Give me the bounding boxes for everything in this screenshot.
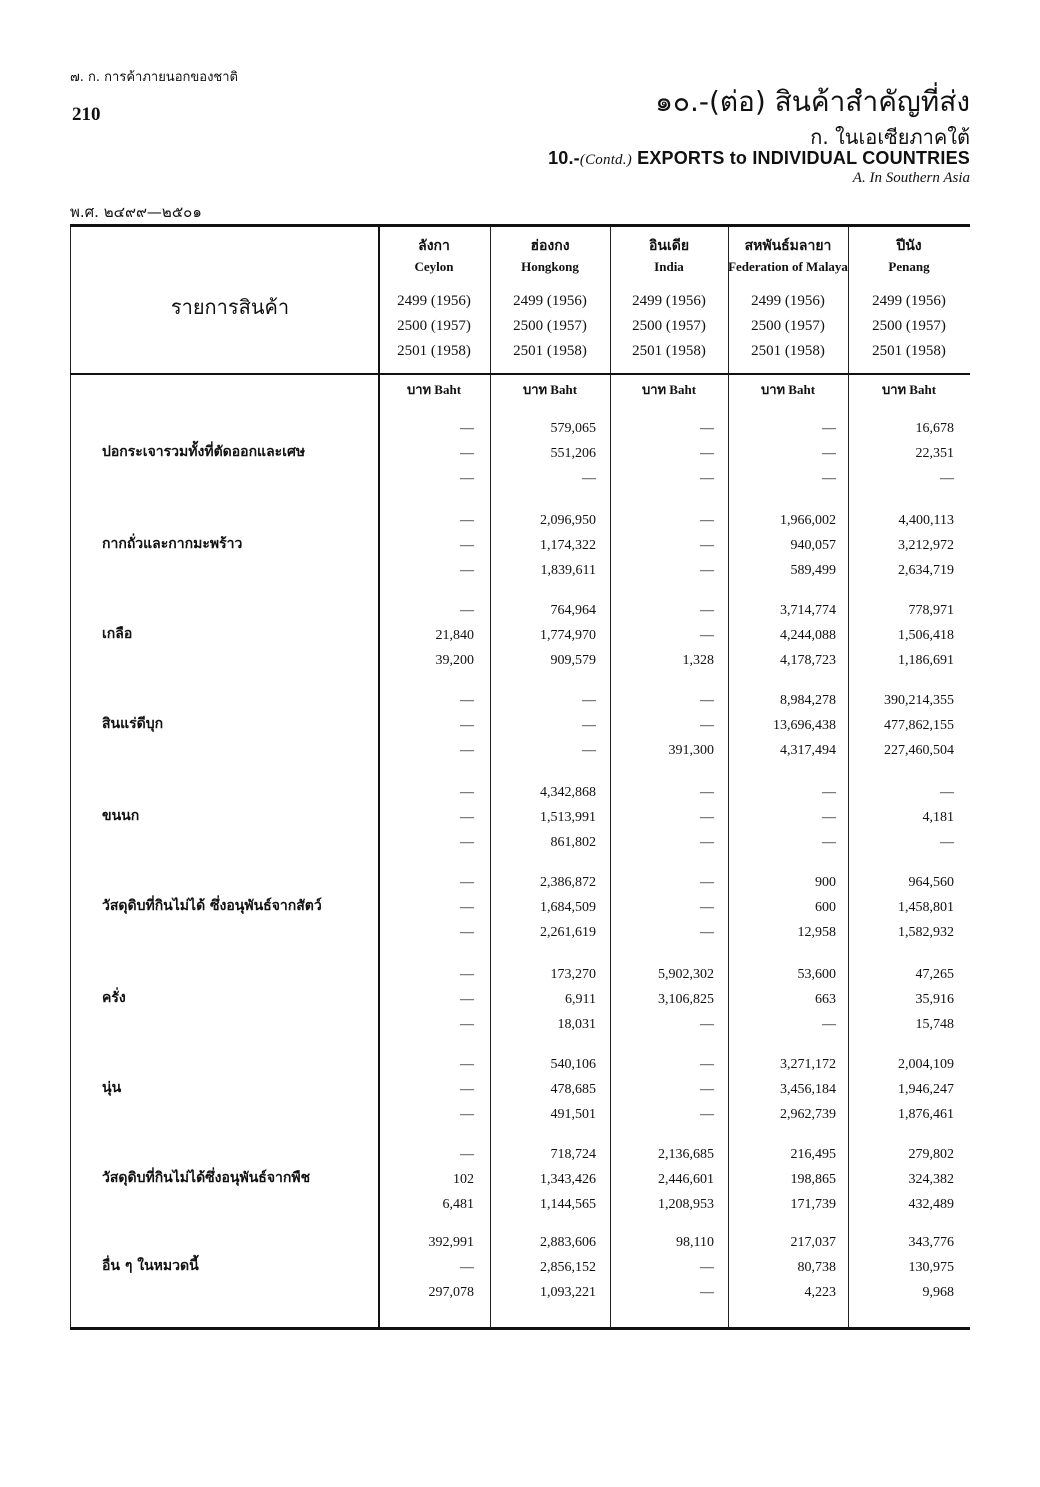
table-cell: 5,902,302	[658, 967, 714, 982]
table-cell: —	[460, 992, 474, 1007]
column-header-thai: อินเดีย	[648, 238, 690, 254]
table-cell: —	[700, 513, 714, 528]
table-cell: 2,096,950	[540, 513, 596, 528]
table-cell: —	[460, 967, 474, 982]
table-cell: 216,495	[790, 1147, 836, 1162]
table-cell: 171,739	[790, 1197, 836, 1212]
table-cell: 491,501	[550, 1107, 596, 1122]
table-cell: —	[822, 446, 836, 461]
table-cell: 1,174,322	[540, 538, 596, 553]
table-cell: 4,317,494	[780, 743, 836, 758]
table-cell: 279,802	[908, 1147, 954, 1162]
table-cell: —	[700, 810, 714, 825]
table-cell: —	[700, 718, 714, 733]
table-cell: 2,136,685	[658, 1147, 714, 1162]
items-header: รายการสินค้า	[170, 295, 290, 319]
table-cell: —	[460, 875, 474, 890]
table-cell: 3,212,972	[898, 538, 954, 553]
item-label: ปอกระเจารวมทั้งที่ตัดออกและเศษ	[102, 444, 306, 460]
header-rule	[70, 373, 970, 375]
table-cell: —	[460, 1260, 474, 1275]
table-cell: —	[822, 471, 836, 486]
table-cell: 540,106	[550, 1057, 596, 1072]
year-range: พ.ศ. ๒๔๙๙—๒๕๐๑	[70, 203, 202, 221]
table-cell: 1,876,461	[898, 1107, 954, 1122]
table-cell: 3,106,825	[658, 992, 714, 1007]
table-cell: 551,206	[550, 446, 596, 461]
table-cell: 18,031	[557, 1017, 596, 1032]
table-cell: —	[582, 693, 596, 708]
page-number: 210	[72, 104, 101, 125]
table-cell: —	[822, 785, 836, 800]
table-cell: 198,865	[790, 1172, 836, 1187]
table-cell: 1,093,221	[540, 1285, 596, 1300]
table-cell: —	[582, 743, 596, 758]
table-cell: 6,911	[565, 992, 596, 1007]
table-cell: 13,696,438	[773, 718, 836, 733]
year-label: 2501 (1958)	[397, 343, 471, 359]
column-header	[728, 235, 848, 273]
table-cell: —	[700, 471, 714, 486]
year-label: 2501 (1958)	[632, 343, 706, 359]
column-header-thai: ลังกา	[418, 238, 450, 254]
table-cell: 940,057	[790, 538, 836, 553]
table-cell: —	[460, 1057, 474, 1072]
table-cell: 227,460,504	[884, 743, 954, 758]
table-cell: 1,506,418	[898, 628, 954, 643]
item-label: อื่น ๆ ในหมวดนี้	[102, 1258, 199, 1274]
table-cell: 1,774,970	[540, 628, 596, 643]
table-cell: —	[460, 446, 474, 461]
column-header-thai: ฮ่องกง	[530, 238, 570, 254]
table-cell: 4,181	[922, 810, 954, 825]
year-label: 2500 (1957)	[513, 318, 587, 334]
table-cell: —	[460, 538, 474, 553]
table-cell: 2,856,152	[540, 1260, 596, 1275]
table-left-border	[70, 227, 71, 1327]
table-cell: 3,271,172	[780, 1057, 836, 1072]
table-cell: —	[700, 925, 714, 940]
item-label: นุ่น	[102, 1080, 122, 1096]
table-cell: 477,862,155	[884, 718, 954, 733]
table-cell: 15,748	[915, 1017, 954, 1032]
table-cell: 173,270	[550, 967, 596, 982]
item-label: กากถั่วและกากมะพร้าว	[102, 536, 243, 552]
table-cell: 663	[815, 992, 836, 1007]
table-cell: 4,223	[804, 1285, 836, 1300]
table-cell: 343,776	[908, 1235, 954, 1250]
table-cell: —	[940, 835, 954, 850]
table-cell: 2,386,872	[540, 875, 596, 890]
table-cell: —	[460, 1017, 474, 1032]
table-cell: 1,966,002	[780, 513, 836, 528]
column-header-english: Penang	[888, 259, 930, 274]
table-cell: —	[460, 718, 474, 733]
year-label: 2499 (1956)	[632, 293, 706, 309]
table-cell: 102	[453, 1172, 474, 1187]
table-cell: 1,328	[682, 653, 714, 668]
table-cell: —	[700, 538, 714, 553]
year-label: 2500 (1957)	[872, 318, 946, 334]
table-cell: 6,481	[442, 1197, 474, 1212]
table-cell: 778,971	[908, 603, 954, 618]
table-cell: 1,144,565	[540, 1197, 596, 1212]
table-cell: —	[460, 421, 474, 436]
unit-label: บาท Baht	[406, 382, 462, 397]
subtitle-thai: ก. ในเอเซียภาคใต้	[810, 125, 970, 149]
table-cell: 764,964	[550, 603, 596, 618]
table-cell: 1,513,991	[540, 810, 596, 825]
item-label: ขนนก	[102, 808, 140, 824]
table-cell: 2,446,601	[658, 1172, 714, 1187]
table-cell: —	[460, 471, 474, 486]
table-cell: —	[940, 471, 954, 486]
item-label: เกลือ	[102, 626, 133, 642]
table-cell: —	[460, 785, 474, 800]
column-header	[610, 235, 728, 273]
year-label: 2500 (1957)	[632, 318, 706, 334]
table-cell: —	[700, 900, 714, 915]
column-header	[848, 235, 970, 273]
table-cell: —	[700, 1260, 714, 1275]
table-cell: —	[460, 1082, 474, 1097]
table-cell: 1,186,691	[898, 653, 954, 668]
year-label: 2500 (1957)	[397, 318, 471, 334]
unit-label: บาท Baht	[881, 382, 937, 397]
table-cell: 3,456,184	[780, 1082, 836, 1097]
item-label: วัสดุดิบที่กินไม่ได้ ซึ่งอนุพันธ์จากสัตว์	[102, 898, 322, 914]
table-cell: 8,984,278	[780, 693, 836, 708]
table-cell: 4,342,868	[540, 785, 596, 800]
unit-label: บาท Baht	[522, 382, 578, 397]
table-cell: 1,208,953	[658, 1197, 714, 1212]
table-cell: 2,634,719	[898, 563, 954, 578]
table-cell: 1,839,611	[540, 563, 596, 578]
table-cell: 217,037	[790, 1235, 836, 1250]
year-label: 2500 (1957)	[751, 318, 825, 334]
table-cell: 130,975	[908, 1260, 954, 1275]
table-cell: —	[460, 743, 474, 758]
exports-table	[70, 224, 970, 1330]
table-cell: 1,582,932	[898, 925, 954, 940]
table-cell: 2,004,109	[898, 1057, 954, 1072]
table-cell: —	[700, 875, 714, 890]
item-label: วัสดุดิบที่กินไม่ได้ซึ่งอนุพันธ์จากพืช	[102, 1170, 311, 1186]
table-cell: 53,600	[797, 967, 836, 982]
table-cell: 98,110	[676, 1235, 714, 1250]
table-cell: —	[460, 1107, 474, 1122]
table-cell: 579,065	[550, 421, 596, 436]
table-cell: 589,499	[790, 563, 836, 578]
table-cell: 4,400,113	[898, 513, 954, 528]
table-cell: 39,200	[435, 653, 474, 668]
table-cell: 432,489	[908, 1197, 954, 1212]
table-cell: —	[582, 718, 596, 733]
table-cell: —	[460, 925, 474, 940]
title-en-contd: (Contd.)	[579, 152, 632, 168]
table-cell: —	[460, 693, 474, 708]
column-header-thai: ปีนัง	[896, 238, 922, 254]
title-en-prefix: 10.-	[548, 148, 580, 168]
unit-label: บาท Baht	[760, 382, 816, 397]
table-cell: 47,265	[915, 967, 954, 982]
table-cell: 3,714,774	[780, 603, 836, 618]
table-cell: 4,178,723	[780, 653, 836, 668]
table-cell: —	[822, 421, 836, 436]
item-label: สินแร่ดีบุก	[102, 716, 164, 732]
table-cell: —	[700, 421, 714, 436]
table-cell: 2,883,606	[540, 1235, 596, 1250]
table-cell: —	[700, 1057, 714, 1072]
column-header-english: Federation of Malaya	[728, 259, 848, 274]
table-cell: 12,958	[797, 925, 836, 940]
table-cell: 861,802	[550, 835, 596, 850]
table-cell: —	[582, 471, 596, 486]
table-cell: —	[460, 810, 474, 825]
table-cell: —	[460, 513, 474, 528]
table-cell: 297,078	[428, 1285, 474, 1300]
item-label: ครั่ง	[102, 990, 126, 1006]
unit-label: บาท Baht	[641, 382, 697, 397]
table-cell: —	[700, 693, 714, 708]
table-cell: —	[822, 835, 836, 850]
subtitle-english: A. In Southern Asia	[852, 170, 970, 186]
year-label: 2499 (1956)	[513, 293, 587, 309]
table-cell: —	[460, 1147, 474, 1162]
table-cell: 391,300	[668, 743, 714, 758]
table-cell: —	[700, 446, 714, 461]
table-cell: —	[460, 835, 474, 850]
title-thai: ๑๐.-(ต่อ) สินค้าสำคัญที่ส่ง	[655, 85, 970, 118]
year-label: 2501 (1958)	[751, 343, 825, 359]
column-header-english: Ceylon	[414, 259, 454, 274]
table-cell: —	[460, 563, 474, 578]
table-cell: —	[460, 900, 474, 915]
table-cell: —	[700, 1285, 714, 1300]
table-cell: —	[700, 628, 714, 643]
title-english	[548, 148, 970, 169]
running-header: ๗. ก. การค้าภายนอกของชาติ	[70, 70, 238, 85]
table-cell: —	[700, 1082, 714, 1097]
table-cell: —	[940, 785, 954, 800]
title-en-main: EXPORTS to INDIVIDUAL COUNTRIES	[637, 148, 970, 168]
year-label: 2499 (1956)	[872, 293, 946, 309]
column-header	[378, 235, 490, 273]
table-cell: 900	[815, 875, 836, 890]
table-cell: 2,962,739	[780, 1107, 836, 1122]
table-cell: 35,916	[915, 992, 954, 1007]
column-header-english: India	[654, 259, 684, 274]
table-cell: 80,738	[797, 1260, 836, 1275]
table-cell: 16,678	[915, 421, 954, 436]
table-cell: 1,458,801	[898, 900, 954, 915]
year-label: 2499 (1956)	[397, 293, 471, 309]
table-cell: 1,684,509	[540, 900, 596, 915]
table-cell: 1,343,426	[540, 1172, 596, 1187]
table-cell: 21,840	[435, 628, 474, 643]
table-cell: —	[700, 1107, 714, 1122]
table-cell: —	[822, 810, 836, 825]
table-cell: 718,724	[550, 1147, 596, 1162]
table-cell: 478,685	[550, 1082, 596, 1097]
table-cell: —	[700, 785, 714, 800]
table-cell: 2,261,619	[540, 925, 596, 940]
year-label: 2501 (1958)	[872, 343, 946, 359]
table-cell: 4,244,088	[780, 628, 836, 643]
column-header-thai: สหพันธ์มลายา	[744, 238, 832, 254]
table-cell: 964,560	[908, 875, 954, 890]
table-cell: —	[700, 1017, 714, 1032]
table-cell: 324,382	[908, 1172, 954, 1187]
table-cell: 22,351	[915, 446, 954, 461]
table-cell: 9,968	[922, 1285, 954, 1300]
year-label: 2499 (1956)	[751, 293, 825, 309]
table-cell: —	[822, 1017, 836, 1032]
table-cell: 600	[815, 900, 836, 915]
table-cell: 392,991	[428, 1235, 474, 1250]
table-cell: —	[700, 563, 714, 578]
table-cell: —	[460, 603, 474, 618]
column-header	[490, 235, 610, 273]
column-header-english: Hongkong	[521, 259, 579, 274]
table-cell: 390,214,355	[884, 693, 954, 708]
table-cell: 909,579	[550, 653, 596, 668]
table-cell: —	[700, 603, 714, 618]
year-label: 2501 (1958)	[513, 343, 587, 359]
table-cell: 1,946,247	[898, 1082, 954, 1097]
table-cell: —	[700, 835, 714, 850]
